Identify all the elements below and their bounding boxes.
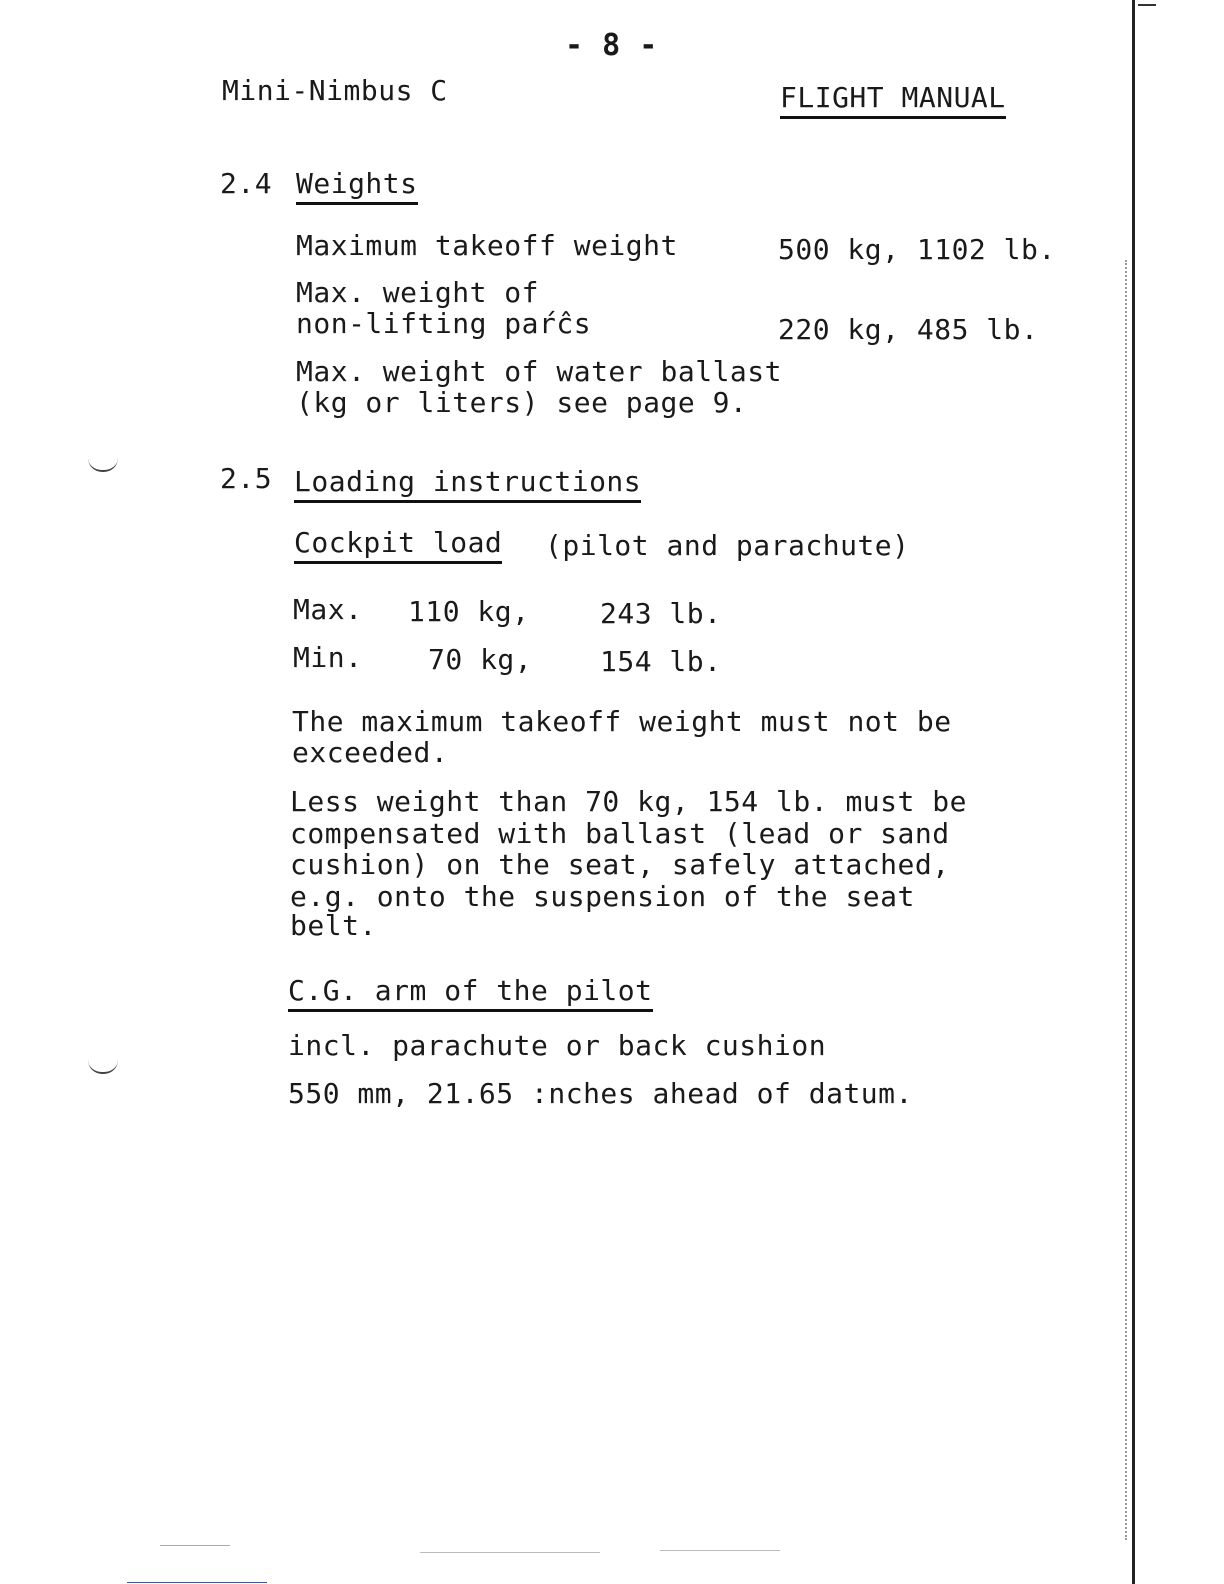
page-number: - 8 - [565,28,658,63]
scan-blue-line [127,1582,267,1583]
weights-row-label: non-lifting paŕĉs [296,307,592,340]
ballast-note: Max. weight of water ballast [296,355,783,388]
weights-row-label: Maximum takeoff weight [296,229,678,262]
weights-row-value: 500 kg, 1102 lb. [778,233,1056,266]
manual-title: FLIGHT MANUAL [780,82,1006,119]
cg-note: incl. parachute or back cushion [288,1029,827,1062]
paragraph-line: Less weight than 70 kg, 154 lb. must be [290,785,967,818]
weights-row-label: Max. weight of [296,276,540,309]
limit-label: Min. [293,641,363,674]
section-number-weights: 2.4 [220,167,273,200]
section-title-loading: Loading instructions [294,466,641,503]
scan-dots-right [1125,260,1127,1540]
page-edge-tick [1138,4,1156,6]
scan-hole-mark-upper [88,458,118,472]
limit-label: Max. [293,593,363,626]
paragraph-line: exceeded. [292,736,449,769]
scan-hole-mark-lower [88,1060,118,1074]
ballast-note: (kg or liters) see page 9. [296,386,748,419]
scan-speck [420,1552,600,1553]
paragraph-line: The maximum takeoff weight must not be [292,705,952,738]
paragraph-line: compensated with ballast (lead or sand [290,817,950,850]
limit-kg: 110 kg, [408,595,530,628]
paragraph-line: belt. [290,909,377,942]
cockpit-load-note: (pilot and parachute) [545,529,910,562]
cockpit-load-heading: Cockpit load [294,527,502,564]
scan-speck [660,1550,780,1551]
weights-row-value: 220 kg, 485 lb. [778,313,1039,346]
cg-heading: C.G. arm of the pilot [288,975,653,1012]
cg-value: 550 mm, 21.65 :nches ahead of datum. [288,1077,913,1110]
paragraph-line: cushion) on the seat, safely attached, [290,848,950,881]
limit-lb: 243 lb. [600,597,722,630]
scan-speck [160,1545,230,1546]
aircraft-model: Mini-Nimbus C [222,74,448,107]
section-title-weights: Weights [296,168,418,205]
paragraph-line: e.g. onto the suspension of the seat [290,880,915,913]
section-number-loading: 2.5 [220,462,273,495]
page-edge-line [1132,0,1135,1584]
limit-lb: 154 lb. [600,645,722,678]
limit-kg: 70 kg, [428,643,533,676]
